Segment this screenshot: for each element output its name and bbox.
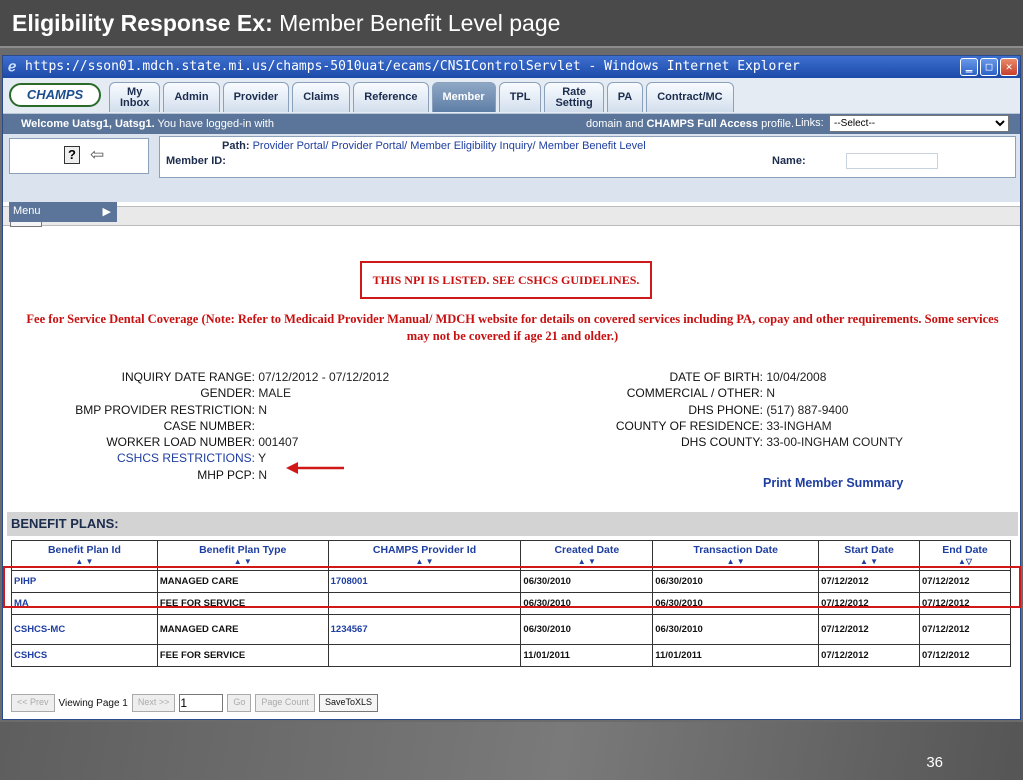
table-cell: 11/01/2011 bbox=[521, 645, 653, 667]
table-row[interactable] bbox=[12, 615, 1011, 645]
links-label: Links: bbox=[795, 117, 824, 129]
menu-label: Menu bbox=[13, 205, 41, 217]
browser-window bbox=[2, 55, 1021, 720]
path-area bbox=[3, 134, 1020, 182]
column-header-label: Created Date bbox=[554, 543, 620, 556]
column-header-label: Benefit Plan Id bbox=[47, 543, 121, 556]
column-header-label: Start Date bbox=[844, 543, 894, 556]
right-label: COUNTY OF RESIDENCE: bbox=[615, 418, 763, 433]
table-cell: 07/12/2012 bbox=[819, 593, 920, 615]
table-cell: 11/01/2011 bbox=[653, 645, 819, 667]
table-cell[interactable]: CSHCS bbox=[12, 645, 158, 667]
sort-icon[interactable]: ▲ ▼ bbox=[860, 556, 879, 566]
menu-button[interactable] bbox=[9, 202, 117, 222]
go-button[interactable]: Go bbox=[227, 694, 251, 712]
column-header-label: End Date bbox=[942, 543, 988, 556]
table-row[interactable] bbox=[12, 645, 1011, 667]
table-cell: FEE FOR SERVICE bbox=[157, 645, 328, 667]
save-to-xls-button[interactable]: SaveToXLS bbox=[319, 694, 378, 712]
tab-tpl[interactable]: TPL bbox=[499, 82, 542, 112]
table-cell: 07/12/2012 bbox=[920, 593, 1011, 615]
tab-admin[interactable]: Admin bbox=[163, 82, 219, 112]
left-value: MALE bbox=[255, 386, 292, 401]
window-controls bbox=[960, 58, 1018, 76]
column-header-label: Transaction Date bbox=[693, 543, 778, 556]
welcome-profile-end: profile. bbox=[758, 118, 795, 130]
table-cell: MANAGED CARE bbox=[157, 615, 328, 645]
app-nav bbox=[3, 78, 1020, 114]
table-cell[interactable]: CSHCS-MC bbox=[12, 615, 158, 645]
viewing-page-text: Viewing Page 1 bbox=[58, 697, 128, 709]
highlight-box bbox=[3, 566, 1021, 608]
table-cell: 06/30/2010 bbox=[653, 593, 819, 615]
column-header-label: CHAMPS Provider Id bbox=[372, 543, 477, 556]
welcome-profile-name: CHAMPS Full Access bbox=[646, 118, 759, 130]
left-label: GENDER: bbox=[200, 386, 255, 401]
tab-provider[interactable]: Provider bbox=[223, 82, 290, 112]
table-cell bbox=[328, 645, 521, 667]
slide-title-rest: Member Benefit Level page bbox=[272, 10, 561, 36]
sort-icon[interactable]: ▲ ▼ bbox=[75, 556, 94, 566]
right-value: 33-INGHAM bbox=[763, 418, 832, 433]
page-number-input[interactable] bbox=[179, 694, 223, 712]
right-value: 33-00-INGHAM COUNTY bbox=[763, 435, 904, 450]
right-label: DATE OF BIRTH: bbox=[669, 370, 763, 384]
right-row bbox=[3, 419, 903, 435]
left-label: CASE NUMBER: bbox=[163, 418, 255, 433]
minimize-icon[interactable]: ‗ bbox=[960, 58, 978, 76]
member-info-right bbox=[3, 370, 903, 451]
red-arrow-icon bbox=[286, 461, 344, 475]
right-row bbox=[3, 403, 903, 419]
tab-contract-mc[interactable]: Contract/MC bbox=[646, 82, 733, 112]
sort-icon[interactable]: ▲ ▼ bbox=[415, 556, 434, 566]
tab-claims[interactable]: Claims bbox=[292, 82, 350, 112]
table-cell[interactable]: PIHP bbox=[12, 571, 158, 593]
tab-rate-setting[interactable]: Rate Setting bbox=[544, 82, 603, 112]
right-label: DHS COUNTY: bbox=[680, 435, 763, 450]
column-header-label: Benefit Plan Type bbox=[199, 543, 287, 556]
left-value: 001407 bbox=[255, 435, 299, 450]
fee-notice: Fee for Service Dental Coverage (Note: Refer to Medicaid Provider Manual/ MDCH website for details on covered services including PA, copay and other requirements. Some services may not be covered if age 21 and older.) bbox=[26, 312, 999, 343]
page-count-button[interactable]: Page Count bbox=[255, 694, 315, 712]
browser-title: https://sson01.mdch.state.mi.us/champs-5010uat/ecams/CNSIControlServlet - Windows Internet Explorer bbox=[25, 59, 800, 74]
table-cell: 06/30/2010 bbox=[521, 593, 653, 615]
table-cell[interactable]: MA bbox=[12, 593, 158, 615]
benefit-plans-header: BENEFIT PLANS: bbox=[7, 512, 1018, 536]
right-row bbox=[3, 386, 903, 402]
name-value bbox=[846, 153, 938, 169]
name-label: Name: bbox=[772, 155, 806, 167]
table-cell: 06/30/2010 bbox=[521, 615, 653, 645]
right-value: (517) 887-9400 bbox=[763, 402, 849, 417]
champs-logo: CHAMPS bbox=[9, 83, 101, 107]
tab-pa[interactable]: PA bbox=[607, 82, 643, 112]
table-cell: 1234567 bbox=[328, 615, 521, 645]
prev-page-button[interactable]: << Prev bbox=[11, 694, 55, 712]
menu-arrow-icon: ▶ bbox=[102, 206, 111, 218]
right-label: DHS PHONE: bbox=[688, 402, 763, 417]
path-label: Path: bbox=[222, 140, 250, 152]
right-label: COMMERCIAL / OTHER: bbox=[626, 386, 763, 401]
table-cell: 07/12/2012 bbox=[819, 645, 920, 667]
slide-title-bold: Eligibility Response Ex: bbox=[12, 10, 273, 36]
sort-icon[interactable]: ▲▽ bbox=[957, 556, 973, 566]
links-select[interactable] bbox=[829, 115, 1009, 132]
sort-icon[interactable]: ▲ ▼ bbox=[726, 556, 745, 566]
welcome-profile bbox=[586, 118, 794, 130]
left-value: 07/12/2012 - 07/12/2012 bbox=[255, 370, 390, 384]
close-window-icon[interactable]: ✕ bbox=[1000, 58, 1018, 76]
slide-footer bbox=[0, 722, 1023, 780]
table-cell: 07/12/2012 bbox=[920, 615, 1011, 645]
right-row bbox=[3, 435, 903, 451]
browser-titlebar bbox=[3, 56, 1020, 78]
left-label: CSHCS RESTRICTIONS: bbox=[116, 451, 255, 466]
path-box bbox=[159, 136, 1016, 178]
pager bbox=[11, 692, 378, 714]
left-label: WORKER LOAD NUMBER: bbox=[106, 435, 255, 450]
slide-title bbox=[0, 0, 1023, 48]
menu-row bbox=[3, 182, 1020, 202]
table-cell: FEE FOR SERVICE bbox=[157, 593, 328, 615]
close-bar bbox=[3, 206, 1020, 226]
welcome-bar bbox=[3, 114, 1020, 134]
npi-notice: THIS NPI IS LISTED. SEE CSHCS GUIDELINES. bbox=[360, 261, 652, 299]
table-cell: 1708001 bbox=[328, 571, 521, 593]
tab-reference[interactable]: Reference bbox=[353, 82, 428, 112]
right-row bbox=[3, 370, 903, 386]
table-cell: 07/12/2012 bbox=[920, 645, 1011, 667]
ie-icon: ℯ bbox=[8, 59, 17, 75]
sort-icon[interactable]: ▲ ▼ bbox=[577, 556, 596, 566]
left-value: Y bbox=[255, 451, 267, 466]
welcome-text: You have logged-in with bbox=[154, 118, 274, 130]
left-label: MHP PCP: bbox=[197, 467, 255, 482]
slide-page-number: 36 bbox=[926, 754, 943, 771]
table-cell: 07/12/2012 bbox=[819, 571, 920, 593]
table-cell: MANAGED CARE bbox=[157, 571, 328, 593]
left-label: INQUIRY DATE RANGE: bbox=[121, 370, 255, 384]
left-value: N bbox=[255, 467, 267, 482]
main-tabs bbox=[109, 82, 734, 112]
tab-member[interactable]: Member bbox=[432, 82, 496, 112]
welcome-domain: domain and bbox=[586, 118, 647, 130]
table-cell: 06/30/2010 bbox=[653, 615, 819, 645]
sort-icon[interactable]: ▲ ▼ bbox=[233, 556, 252, 566]
welcome-user: Welcome Uatsg1, Uatsg1. bbox=[21, 118, 155, 130]
table-cell: 06/30/2010 bbox=[653, 571, 819, 593]
exit-icon[interactable]: ⇦ bbox=[90, 145, 105, 164]
right-value: N bbox=[763, 386, 775, 401]
help-icon[interactable]: ? bbox=[64, 146, 80, 164]
print-member-summary-link[interactable]: Print Member Summary bbox=[763, 476, 904, 490]
path-breadcrumb bbox=[222, 140, 646, 152]
next-page-button[interactable]: Next >> bbox=[132, 694, 176, 712]
table-cell: 07/12/2012 bbox=[819, 615, 920, 645]
path-value: Provider Portal/ Provider Portal/ Member Eligibility Inquiry/ Member Benefit Level bbox=[252, 140, 646, 152]
tab-my-inbox[interactable]: My Inbox bbox=[109, 82, 160, 112]
table-cell: 06/30/2010 bbox=[521, 571, 653, 593]
table-cell: 07/12/2012 bbox=[920, 571, 1011, 593]
left-label: BMP PROVIDER RESTRICTION: bbox=[75, 402, 255, 417]
maximize-icon[interactable]: □ bbox=[980, 58, 998, 76]
right-value: 10/04/2008 bbox=[763, 370, 827, 384]
member-id-label: Member ID: bbox=[166, 155, 226, 167]
left-value: N bbox=[255, 402, 267, 417]
help-box bbox=[9, 138, 149, 174]
